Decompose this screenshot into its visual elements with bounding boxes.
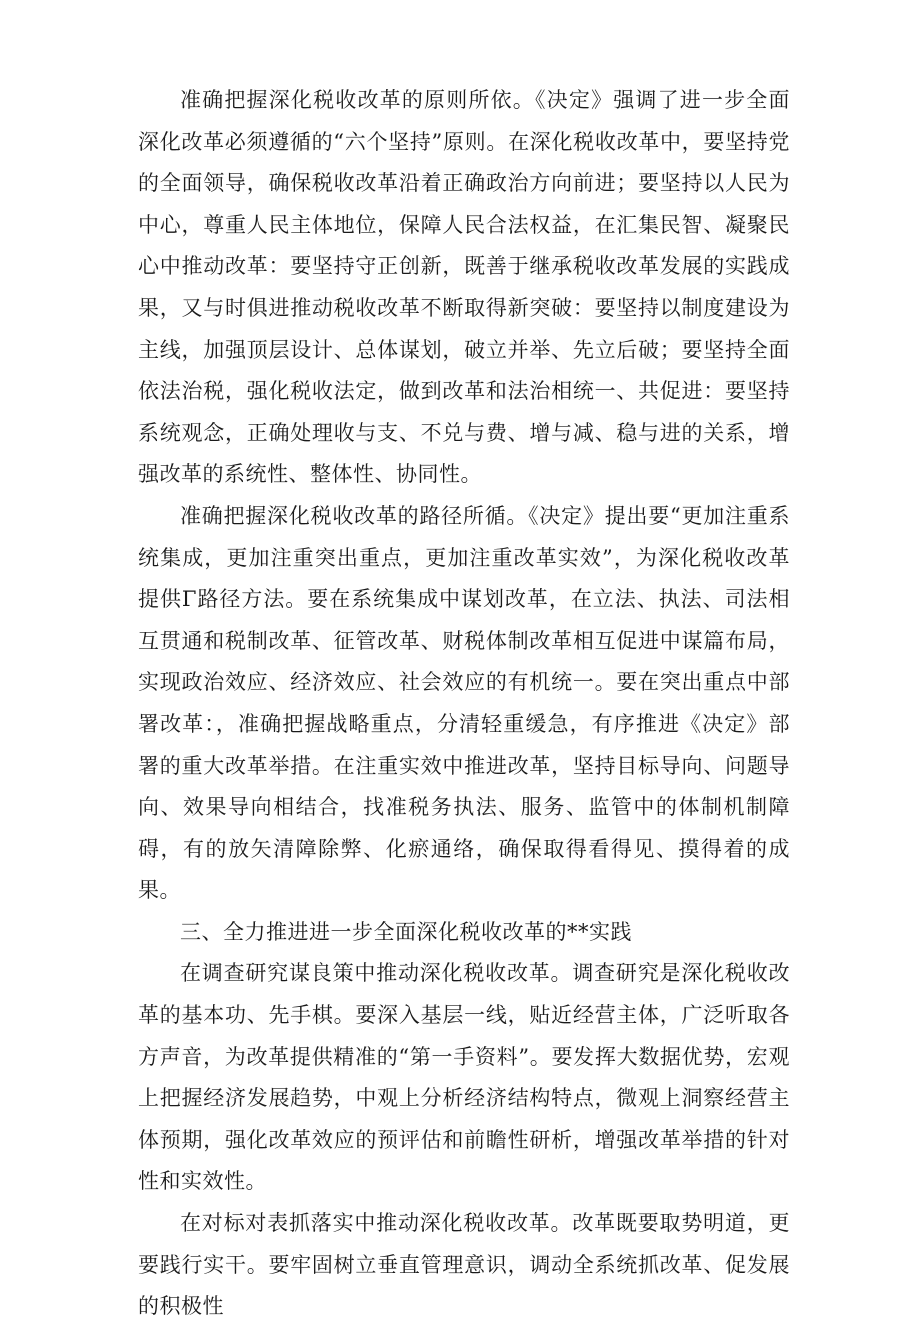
paragraph-principles: 准确把握深化税收改革的原则所依。《决定》强调了进一步全面深化改革必须遵循的“六个坚持”原则。在深化税收改革中，要坚持党的全面领导，确保税收改革沿着正确政治方向前进；要坚持以人民为中心，尊重人民主体地位，保障人民合法权益，在汇集民智、凝聚民心中推动改革：要坚持守正创新，既善于继承税收改革发展的实践成果，又与时俱进推动税收改革不断取得新突破：要坚持以制度建设为主线，加强顶层设计、总体谋划，破立并举、先立后破；要坚持全面依法治税，强化税收法定，做到改革和法治相统一、共促进：要坚持系统观念，正确处理收与支、不兑与费、增与减、稳与进的关系，增强改革的系统性、整体性、协同性。 <box>138 88 790 487</box>
document-body <box>138 80 790 1328</box>
paragraph-path: 准确把握深化税收改革的路径所循。《决定》提出要“更加注重系统集成，更加注重突出重点，更加注重改革实效”，为深化税收改革提供Γ路径方法。要在系统集成中谋划改革，在立法、执法、司法相互贯通和税制改革、征管改革、财税体制改革相互促进中谋篇布局，实现政治效应、经济效应、社会效应的有机统一。要在突出重点中部署改革：，准确把握战略重点，分清轻重缓急，有序推进《决定》部署的重大改革举措。在注重实效中推进改革，坚持目标导向、问题导向、效果导向相结合，找准税务执法、服务、监管中的体制机制障碍，有的放矢清障除弊、化瘀通络，确保取得看得见、摸得着的成果。 <box>138 503 790 903</box>
section-heading: 三、全力推进进一步全面深化税收改革的**实践 <box>180 919 632 944</box>
paragraph-research: 在调查研究谋良策中推动深化税收改革。调查研究是深化税收改革的基本功、先手棋。要深入基层一线，贴近经营主体，广泛听取各方声音，为改革提供精准的“第一手资料”。要发挥大数据优势，宏观上把握经济发展趋势，中观上分析经济结构特点，微观上洞察经营主体预期，强化改革效应的预评估和前瞻性研析，增强改革举措的针对性和实效性。 <box>138 961 790 1194</box>
paragraph-implementation: 在对标对表抓落实中推动深化税收改革。改革既要取势明道，更要践行实干。要牢固树立垂直管理意识，调动全系统抓改革、促发展的积极性 <box>138 1211 790 1319</box>
